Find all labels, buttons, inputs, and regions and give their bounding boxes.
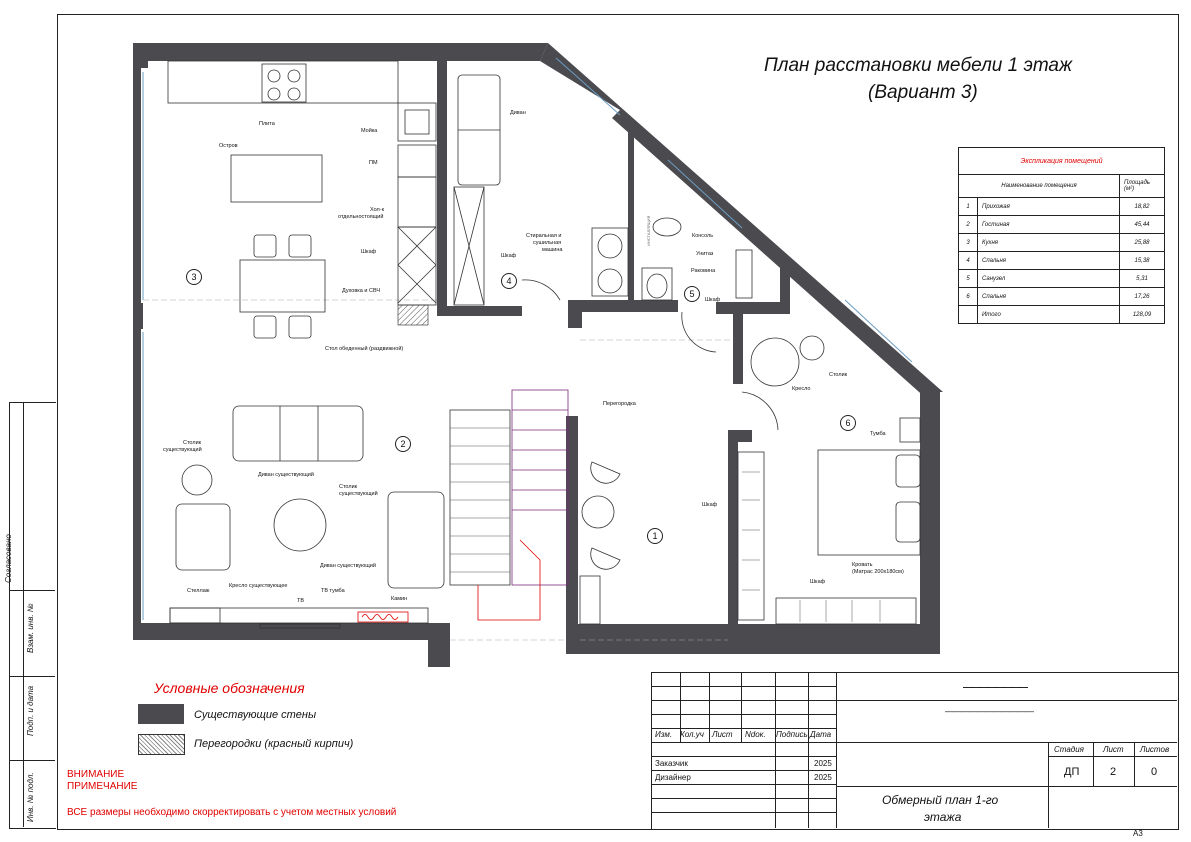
exp-n: 1 xyxy=(959,198,978,216)
legend-partitions-label: Перегородки (красный кирпич) xyxy=(194,738,354,750)
room-number-6: 6 xyxy=(840,415,856,431)
label-moika: Мойка xyxy=(361,128,378,134)
label-shkaf-4: Шкаф xyxy=(501,253,517,259)
label-kreslo: Кресло xyxy=(792,386,811,392)
tb-sheets: 0 xyxy=(1151,766,1158,778)
exp-name: Прихожая xyxy=(978,198,1120,216)
exp-name: Спальня xyxy=(978,252,1120,270)
exp-n: 3 xyxy=(959,234,978,252)
tb-right-v3 xyxy=(1134,742,1135,786)
label-stolik-s2: существующий xyxy=(163,447,202,453)
tb-right-h4 xyxy=(836,786,1177,787)
legend-wall-swatch xyxy=(138,704,184,724)
label-holod: Хол-к xyxy=(370,207,384,213)
label-stolik-s1: Столик xyxy=(183,440,202,446)
explication-table xyxy=(958,147,1165,324)
label-duhovka: Духовка и СВЧ xyxy=(342,288,381,294)
exp-area: 15,38 xyxy=(1120,252,1165,270)
tb-format: А3 xyxy=(1133,829,1143,838)
label-shkaf-1: Шкаф xyxy=(702,502,718,508)
exp-area: 17,26 xyxy=(1120,288,1165,306)
exp-n: 2 xyxy=(959,216,978,234)
tb-stage-h: Стадия xyxy=(1054,745,1084,754)
tb-h-ndok: Ndoк. xyxy=(745,730,766,739)
label-shkaf-5: Шкаф xyxy=(705,297,721,303)
note-line1: ВНИМАНИЕ xyxy=(67,769,125,780)
label-stiralka: Стиральная и xyxy=(526,233,562,239)
legend-heading: Условные обозначения xyxy=(154,680,305,696)
tb-h-data: Дата xyxy=(810,730,832,739)
tb-right-h2 xyxy=(836,742,1177,743)
tb-stage: ДП xyxy=(1064,766,1080,778)
exp-area: 45,44 xyxy=(1120,216,1165,234)
room-number-2: 2 xyxy=(395,436,411,452)
tb-dash2: ——————————— xyxy=(945,706,1033,716)
label-tumba: Тумба xyxy=(870,431,886,437)
label-rakovina: Раковина xyxy=(691,268,716,274)
exp-area: 5,31 xyxy=(1120,270,1165,288)
label-stiralka3: машина xyxy=(542,247,563,253)
exp-total-area: 128,09 xyxy=(1120,306,1165,324)
tb-right-v1 xyxy=(1048,742,1049,828)
exp-area: 25,88 xyxy=(1120,234,1165,252)
exp-name: Кухня xyxy=(978,234,1120,252)
label-stolik-c1: Столик xyxy=(339,484,358,490)
label-holod2: отдельностоящий xyxy=(338,214,384,220)
legend-walls-label: Существующие стены xyxy=(194,709,317,721)
exp-area: 18,82 xyxy=(1120,198,1165,216)
room-number-4: 4 xyxy=(501,273,517,289)
tb-doc-title2: этажа xyxy=(924,810,962,824)
tb-h-list: Лист xyxy=(712,730,733,739)
exp-name: Гостиная xyxy=(978,216,1120,234)
tb-designer-label: Дизайнер xyxy=(655,773,691,782)
label-krovat2: (Матрас 200х180см) xyxy=(852,569,904,575)
room-number-3: 3 xyxy=(186,269,202,285)
exp-name: Санузел xyxy=(978,270,1120,288)
label-kamin: Камин xyxy=(391,596,408,602)
exp-n: 5 xyxy=(959,270,978,288)
label-unitaz: Унитаз xyxy=(696,251,714,257)
label-divan: Диван xyxy=(510,110,526,116)
note-line2: ПРИМЕЧАНИЕ xyxy=(67,781,138,792)
label-shkaf-kitchen: Шкаф xyxy=(361,249,377,255)
label-kreslo-s: Кресло существующее xyxy=(229,583,288,589)
exp-total-label: Итого xyxy=(978,306,1120,324)
exp-n: 4 xyxy=(959,252,978,270)
label-pm: ПМ xyxy=(369,160,378,166)
plan-title-line2: (Вариант 3) xyxy=(868,82,978,103)
exp-name: Спальня xyxy=(978,288,1120,306)
label-stellazh: Стеллаж xyxy=(187,588,210,594)
label-stolik: Столик xyxy=(829,372,848,378)
label-peregorodka: Перегородка xyxy=(603,401,636,407)
room-number-5: 5 xyxy=(684,286,700,302)
partition-hatch xyxy=(398,305,428,325)
side-inv-orig: Инв. № подл. xyxy=(26,772,35,822)
tb-right-v2 xyxy=(1093,742,1094,786)
tb-right-h3 xyxy=(1048,756,1177,757)
tb-customer-label: Заказчик xyxy=(655,759,688,768)
plan-title-line1: План расстановки мебели 1 этаж xyxy=(764,55,1073,76)
tb-h-kol: Кол.уч xyxy=(680,730,704,739)
note-line3: ВСЕ размеры необходимо скорректировать с учетом местных условий xyxy=(67,807,397,818)
exp-n: 6 xyxy=(959,288,978,306)
tb-dash1: ———————— xyxy=(963,682,1027,692)
tb-doc-title1: Обмерный план 1-го xyxy=(882,793,999,807)
label-install: ИНСТАЛЛЯЦИЯ xyxy=(646,215,651,246)
label-stolik-c2: существующий xyxy=(339,491,378,497)
label-tv-tumba: ТВ тумба xyxy=(321,588,345,594)
tb-sheet: 2 xyxy=(1110,766,1117,778)
explication-col-area: Площадь (м²) xyxy=(1120,175,1165,198)
tb-customer-year: 2025 xyxy=(814,759,832,768)
tb-h-izm: Изм. xyxy=(655,730,673,739)
side-agreed: Согласовано xyxy=(4,534,13,583)
explication-heading: Экспликация помещений xyxy=(959,148,1165,175)
label-divan-s2: Диван существующий xyxy=(320,563,376,569)
label-stiralka2: сушильная xyxy=(533,240,562,246)
label-shkaf-6: Шкаф xyxy=(810,579,826,585)
label-plita: Плита xyxy=(259,121,275,127)
tb-right-h1 xyxy=(836,700,1177,701)
label-tv: ТВ xyxy=(297,598,305,604)
title-block-grid xyxy=(651,672,836,828)
room-number-1: 1 xyxy=(647,528,663,544)
label-stol: Стол обеденный (раздвижной) xyxy=(325,346,404,352)
legend-partition-swatch xyxy=(138,734,185,755)
tb-sheets-h: Листов xyxy=(1140,745,1170,754)
side-inv-vzam: Взам. инв. № xyxy=(26,603,35,653)
label-ostrov: Остров xyxy=(219,143,238,149)
explication-col-name: Наименование помещения xyxy=(959,175,1120,198)
tb-h-podpis: Подпись xyxy=(776,730,808,739)
tb-sheet-h: Лист xyxy=(1103,745,1124,754)
label-konsol: Консоль xyxy=(692,233,714,239)
side-sign-date: Подп. и дата xyxy=(26,685,35,736)
label-krovat1: Кровать xyxy=(852,562,873,568)
label-divan-s1: Диван существующий xyxy=(258,472,314,478)
tb-designer-year: 2025 xyxy=(814,773,832,782)
